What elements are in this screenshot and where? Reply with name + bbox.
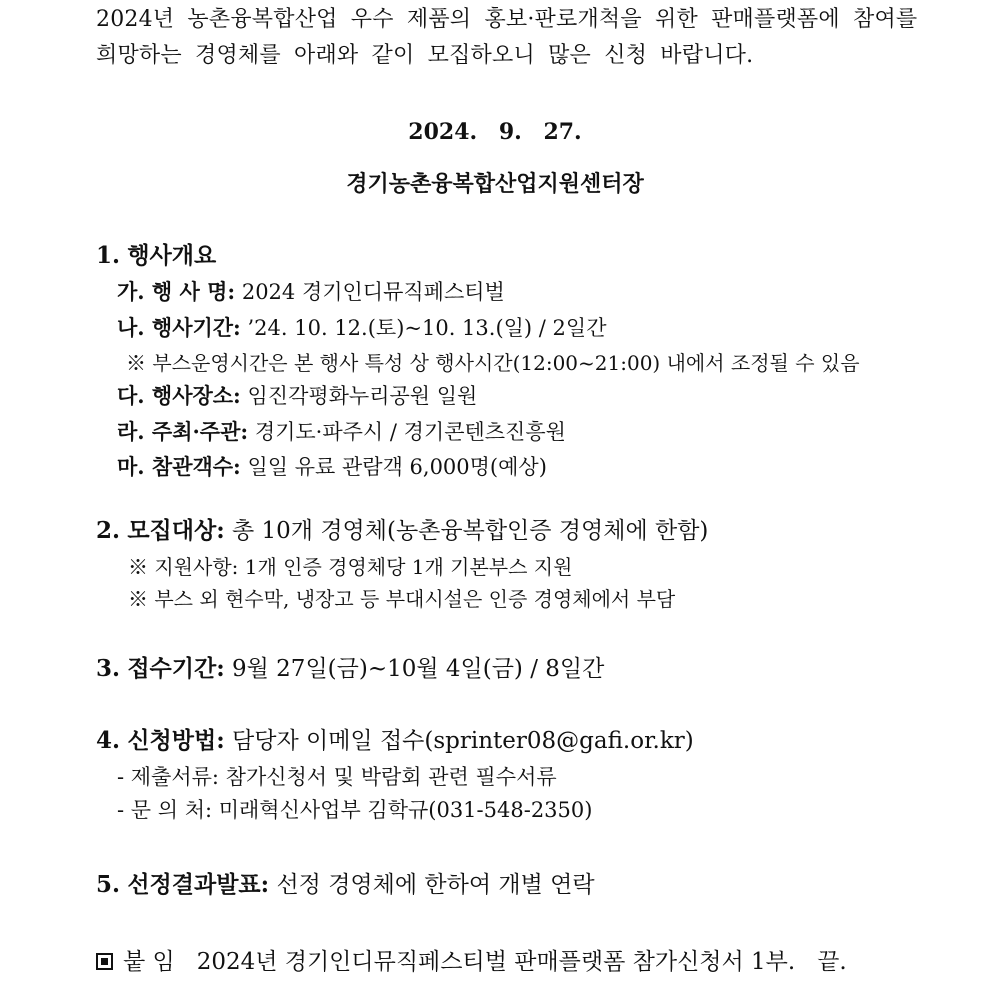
end-mark: 끝. <box>817 949 847 975</box>
attachment-line <box>96 951 847 974</box>
event-name-row <box>117 281 505 303</box>
section-title: 모집대상: <box>127 517 225 544</box>
section-title: 선정결과발표: <box>127 871 270 898</box>
attachment-text: 2024년 경기인디뮤직페스티벌 판매플랫폼 참가신청서 1부. <box>196 949 796 975</box>
square-bullet-icon <box>96 953 113 970</box>
organizer-label: 라. 주최·주관: <box>117 419 249 444</box>
section-2-heading <box>96 519 708 543</box>
section-3-heading <box>96 657 604 681</box>
visitors-value: 일일 유료 관람객 6,000명(예상) <box>247 455 547 479</box>
section-title: 신청방법: <box>127 727 225 754</box>
organizer-row <box>117 421 566 443</box>
section-value: 총 10개 경영체(농촌융복합인증 경영체에 한함) <box>232 518 709 544</box>
section-4-heading <box>96 729 694 753</box>
event-name-value: 2024 경기인디뮤직페스티벌 <box>241 280 505 304</box>
contact-info: - 문 의 처: 미래혁신사업부 김학규(031-548-2350) <box>117 798 593 822</box>
announcement-date: 2024. 9. 27. <box>408 119 582 145</box>
intro-line-2: 희망하는 경영체를 아래와 같이 모집하오니 많은 신청 바랍니다. <box>96 43 754 68</box>
section-value: 담당자 이메일 접수(sprinter08@gafi.or.kr) <box>232 728 694 754</box>
attachment-label: 붙 임 <box>123 949 175 975</box>
section-title: 접수기간: <box>127 655 225 682</box>
event-name-label: 가. 행 사 명: <box>117 279 236 304</box>
event-venue-row <box>117 385 477 407</box>
facility-note: ※ 부스 외 현수막, 냉장고 등 부대시설은 인증 경영체에서 부담 <box>128 587 676 611</box>
section-value: 9월 27일(금)~10월 4일(금) / 8일간 <box>232 656 605 682</box>
section-number: 3. <box>96 655 121 682</box>
support-note: ※ 지원사항: 1개 인증 경영체당 1개 기본부스 지원 <box>128 555 573 579</box>
section-5-heading <box>96 873 595 897</box>
required-documents: - 제출서류: 참가신청서 및 박람회 관련 필수서류 <box>117 765 557 789</box>
event-period-row <box>117 317 606 339</box>
booth-hours-note: ※ 부스운영시간은 본 행사 특성 상 행사시간(12:00~21:00) 내에서 조정될 수 있음 <box>126 351 860 375</box>
intro-line-1: 2024년 농촌융복합산업 우수 제품의 홍보·판로개척을 위한 판매플랫폼에 참여를 <box>96 7 918 32</box>
section-number: 1. <box>96 242 121 269</box>
visitors-label: 마. 참관객수: <box>117 454 241 479</box>
visitors-row <box>117 456 547 478</box>
event-venue-value: 임진각평화누리공원 일원 <box>247 384 478 408</box>
organizer-value: 경기도·파주시 / 경기콘텐츠진흥원 <box>254 420 566 444</box>
section-title: 행사개요 <box>127 242 217 269</box>
section-value: 선정 경영체에 한하여 개별 연락 <box>276 872 595 898</box>
section-1-heading <box>96 244 216 268</box>
event-period-value: ’24. 10. 12.(토)~10. 13.(일) / 2일간 <box>247 316 607 340</box>
section-number: 5. <box>96 871 121 898</box>
section-number: 4. <box>96 727 121 754</box>
event-period-label: 나. 행사기간: <box>117 315 241 340</box>
event-venue-label: 다. 행사장소: <box>117 383 241 408</box>
organization-name: 경기농촌융복합산업지원센터장 <box>346 171 644 197</box>
section-number: 2. <box>96 517 121 544</box>
